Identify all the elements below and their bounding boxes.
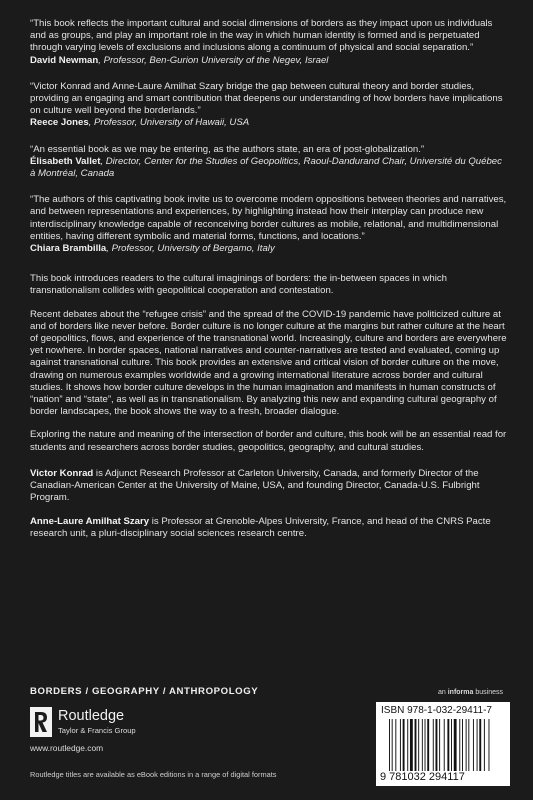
endorsement-text: “Victor Konrad and Anne-Laure Amilhat Szary bridge the gap between cultural theory and border studies, providing an engaging and smart contribution that deepens our understanding of how borders have implications on culture well beyond the borderlands.” [30, 80, 503, 117]
endorser-title: , Professor, University of Hawaii, USA [88, 117, 250, 129]
publisher-url: www.routledge.com [30, 743, 104, 753]
description-paragraph: Exploring the nature and meaning of the intersection of border and culture, this book will be an essential read for students and researchers across border studies, geopolitics, geography, and cultural studies. [30, 429, 507, 453]
author-bios [30, 468, 508, 540]
publisher-name: Routledge [58, 708, 125, 724]
endorser-name: Chiara Brambilla [30, 243, 107, 255]
barcode-bar [418, 719, 419, 771]
barcode-bar [389, 719, 390, 771]
barcode-bar [459, 719, 460, 771]
endorsement-4 [30, 194, 508, 255]
barcode-digits: 9 781032 294117 [380, 771, 465, 783]
barcode-bar [425, 719, 426, 771]
barcode-bar [433, 719, 434, 771]
barcode-bar [489, 719, 490, 771]
author-bio-text: is Professor at Grenoble-Alpes University, France, and head of the CNRS Pacte research unit, a pluri-disciplinary social sciences research centre. [30, 515, 491, 539]
description-paragraph: This book introduces readers to the cultural imaginings of borders: the in-between spaces in which transnationalism collides with geopolitical cooperation and contestation. [30, 273, 448, 297]
endorsement-attribution [30, 243, 508, 255]
barcode-bar [392, 719, 393, 771]
endorser-title: , Director, Center for the Studies of Geopolitics, Raoul-Dandurand Chair, Université du Québec à Montréal, Canada [30, 155, 502, 180]
author-bio-text: is Adjunct Research Professor at Carleton University, Canada, and formerly Director of the Canadian-American Center at the University of Maine, USA, and founding Director, Canada-U.S. Fulbright Program. [30, 467, 480, 504]
endorsement-text: “An essential book as we may be entering, as the authors state, an era of post-globalization.” [30, 143, 425, 155]
barcode-bar [468, 719, 469, 771]
barcode-bar [422, 719, 423, 771]
barcode-bar [454, 719, 457, 771]
endorsement-attribution [30, 117, 508, 129]
informa-business-label: an informa business [438, 689, 503, 696]
author-name: Victor Konrad [30, 467, 94, 479]
barcode-bar [403, 719, 405, 771]
endorsement-2 [30, 81, 508, 130]
isbn-barcode [376, 702, 510, 786]
barcode-bar [473, 719, 474, 771]
endorser-title: , Professor, Ben-Gurion University of the Negev, Israel [98, 54, 329, 66]
author-bio [30, 516, 508, 540]
endorser-title: , Professor, University of Bergamo, Italy [106, 243, 275, 255]
barcode-bar [477, 719, 478, 771]
isbn-text: ISBN 978-1-032-29411-7 [381, 705, 492, 716]
book-description [30, 273, 508, 454]
endorsement-attribution [30, 156, 508, 180]
barcode-bar [410, 719, 413, 771]
ebook-note: Routledge titles are available as eBook editions in a range of digital formats [30, 770, 277, 779]
barcode-bar [466, 719, 467, 771]
barcode-bar [439, 719, 440, 771]
barcode-bar [407, 719, 408, 771]
barcode-bar [484, 719, 485, 771]
subject-categories: BORDERS / GEOGRAPHY / ANTHROPOLOGY [30, 686, 259, 697]
endorsement-3 [30, 144, 508, 181]
barcode-bar [395, 719, 396, 771]
barcode-bar [479, 719, 481, 771]
endorsement-text: “This book reflects the important cultural and social dimensions of borders as they impact upon us individuals and as groups, and play an important role in the way in which human identity is formed and is perpetuated through varying levels of exclusions and inclusions along a continuum of physical and social separation.” [30, 18, 493, 54]
author-bio [30, 468, 508, 505]
barcode-bar [415, 719, 417, 771]
barcode-bar [427, 719, 429, 771]
endorser-name: Reece Jones [30, 117, 89, 129]
barcode-bar [451, 719, 452, 771]
author-name: Anne-Laure Amilhat Szary [30, 515, 150, 527]
routledge-logo-icon [30, 707, 52, 737]
endorsement-attribution [30, 55, 508, 67]
barcode-bar [444, 719, 445, 771]
barcode-bars [389, 719, 504, 771]
barcode-bar [462, 719, 463, 771]
endorsement-text: “The authors of this captivating book invite us to overcome modern oppositions between theories and narratives, and between representations and experiences, by highlighting instead how their interplay can produce new interdisciplinary knowledge capable of reconceiving border cultures as mobile, relational, and multidimensional entities, having different symbolic and material forms, functions, and locations.” [30, 194, 507, 242]
endorsement-1 [30, 18, 508, 67]
barcode-bar [400, 719, 401, 771]
back-cover-text [30, 18, 508, 551]
endorser-name: David Newman [30, 54, 99, 66]
description-paragraph: Recent debates about the “refugee crisis” and the spread of the COVID-19 pandemic have politicized culture at and of borders like never before. Border culture is no longer culture at the margins but rather culture at the heart of geopolitics, flows, and experience of the transnational world. Increasingly, culture and borders are everywhere yet nowhere. In border spaces, national narratives and counter-narratives are tested and evaluated, coming up against transnational culture. This book provides an extensive and critical vision of border culture on the move, drawing on numerous examples worldwide and a growing international literature across border and cultural studies. It shows how border culture develops in the human imagination and manifests in human constructs of “nation” and “state”, as well as in transnationalism. By analyzing this new and expanding cultural geography of border landscapes, the book shows the way to a fresh, broader dialogue. [30, 308, 507, 418]
barcode-bar [447, 719, 449, 771]
barcode-bar [436, 719, 438, 771]
publisher-group: Taylor & Francis Group [58, 726, 136, 735]
endorser-name: Élisabeth Vallet [30, 155, 101, 167]
